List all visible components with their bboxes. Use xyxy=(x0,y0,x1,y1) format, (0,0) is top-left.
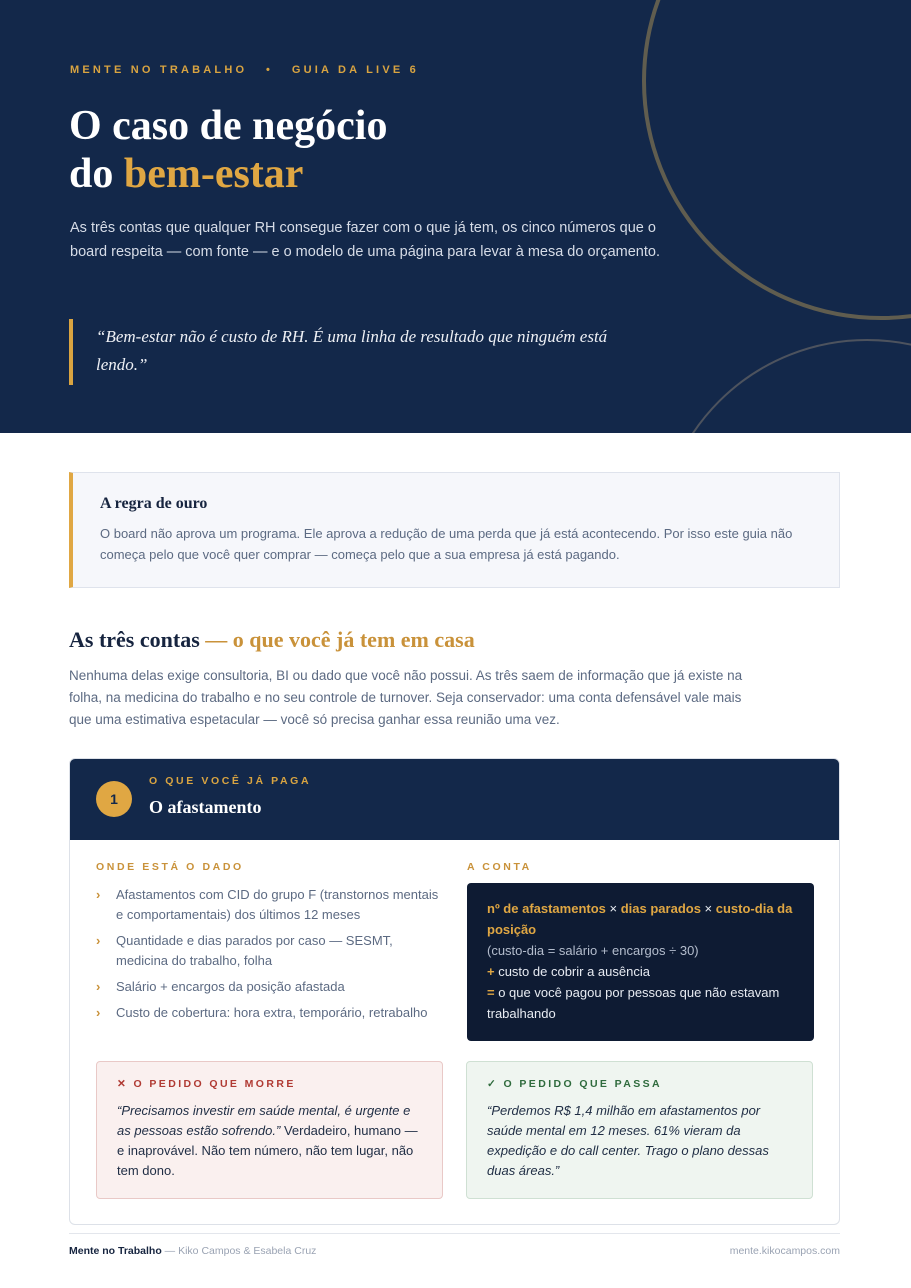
where-label: ONDE ESTÁ O DADO xyxy=(96,861,244,873)
chevron-right-icon: › xyxy=(96,1005,101,1020)
formula-box: nº de afastamentos × dias parados × custo-dia da posição (custo-dia = salário + encargos ÷ 30) + custo de cobrir a ausência = o que você pagou por pessoas que não estavam trabalhando xyxy=(467,883,814,1041)
list-item: › Afastamentos com CID do grupo F (transtornos mentais e comportamentais) dos últimos 12 meses xyxy=(96,887,439,922)
data-source-list xyxy=(96,885,441,1029)
hero-quote: “Bem-estar não é custo de RH. É uma linha de resultado que ninguém está lendo.” xyxy=(69,319,649,385)
hero-eyebrow: MENTE NO TRABALHO • GUIA DA LIVE 6 xyxy=(70,64,419,76)
calc-label: A CONTA xyxy=(467,861,532,873)
section-title: As três contas — o que você já tem em casa xyxy=(69,627,475,652)
hero-lead: As três contas que qualquer RH consegue fazer com o que já tem, os cinco números que o board respeita — com fonte — e o modelo de uma página para levar à mesa do orçamento. xyxy=(70,220,660,260)
card-title: O afastamento xyxy=(149,797,262,817)
failing-request-label: ✕ O PEDIDO QUE MORRE xyxy=(117,1078,296,1090)
callout-title: A regra de ouro xyxy=(100,495,208,512)
footer-authors: — Kiko Campos & Esabela Cruz xyxy=(161,1245,317,1257)
page-footer xyxy=(69,1233,840,1257)
list-item: › Custo de cobertura: hora extra, temporário, retrabalho xyxy=(96,1003,441,1023)
golden-rule-callout xyxy=(69,472,840,588)
footer-url[interactable]: mente.kikocampos.com xyxy=(729,1245,840,1257)
hero-banner xyxy=(0,0,911,433)
list-item: › Salário + encargos da posição afastada xyxy=(96,977,441,997)
passing-request-box xyxy=(466,1061,813,1199)
passing-request-text: “Perdemos R$ 1,4 milhão em afastamentos por saúde mental em 12 meses. 61% vieram da expedição e do call center. Trago o plano dessas duas áreas.” xyxy=(487,1103,769,1178)
account-card xyxy=(69,758,840,1225)
chevron-right-icon: › xyxy=(96,887,101,902)
card-number-badge: 1 xyxy=(96,781,132,817)
page-title: O caso de negócio do bem-estar xyxy=(69,103,388,197)
chevron-right-icon: › xyxy=(96,933,101,948)
failing-request-box xyxy=(96,1061,443,1199)
card-header xyxy=(70,759,839,840)
list-item: › Quantidade e dias parados por caso — SESMT, medicina do trabalho, folha xyxy=(96,933,393,968)
chevron-right-icon: › xyxy=(96,979,101,994)
decorative-ring xyxy=(642,0,911,320)
callout-text: O board não aprova um programa. Ele aprova a redução de uma perda que já está acontecendo. Por isso este guia não começa pelo que você quer comprar — começa pelo que a sua empresa já está pagando. xyxy=(100,526,793,562)
card-kicker: O QUE VOCÊ JÁ PAGA xyxy=(149,775,312,787)
decorative-ring xyxy=(657,339,911,433)
section-lead: Nenhuma delas exige consultoria, BI ou dado que você não possui. As três saem de informação que já existe na folha, na medicina do trabalho e no seu controle de turnover. Seja conservador: uma conta defensável vale mais que uma estimativa espetacular — você só precisa ganhar essa reunião uma vez. xyxy=(69,668,743,727)
passing-request-label: ✓ O PEDIDO QUE PASSA xyxy=(487,1078,663,1090)
footer-brand: Mente no Trabalho xyxy=(69,1245,162,1257)
failing-request-text: “Precisamos investir em saúde mental, é urgente e as pessoas estão sofrendo.” Verdadeiro, humano — e inaprovável. Não tem número, não tem lugar, não tem dono. xyxy=(117,1103,418,1178)
